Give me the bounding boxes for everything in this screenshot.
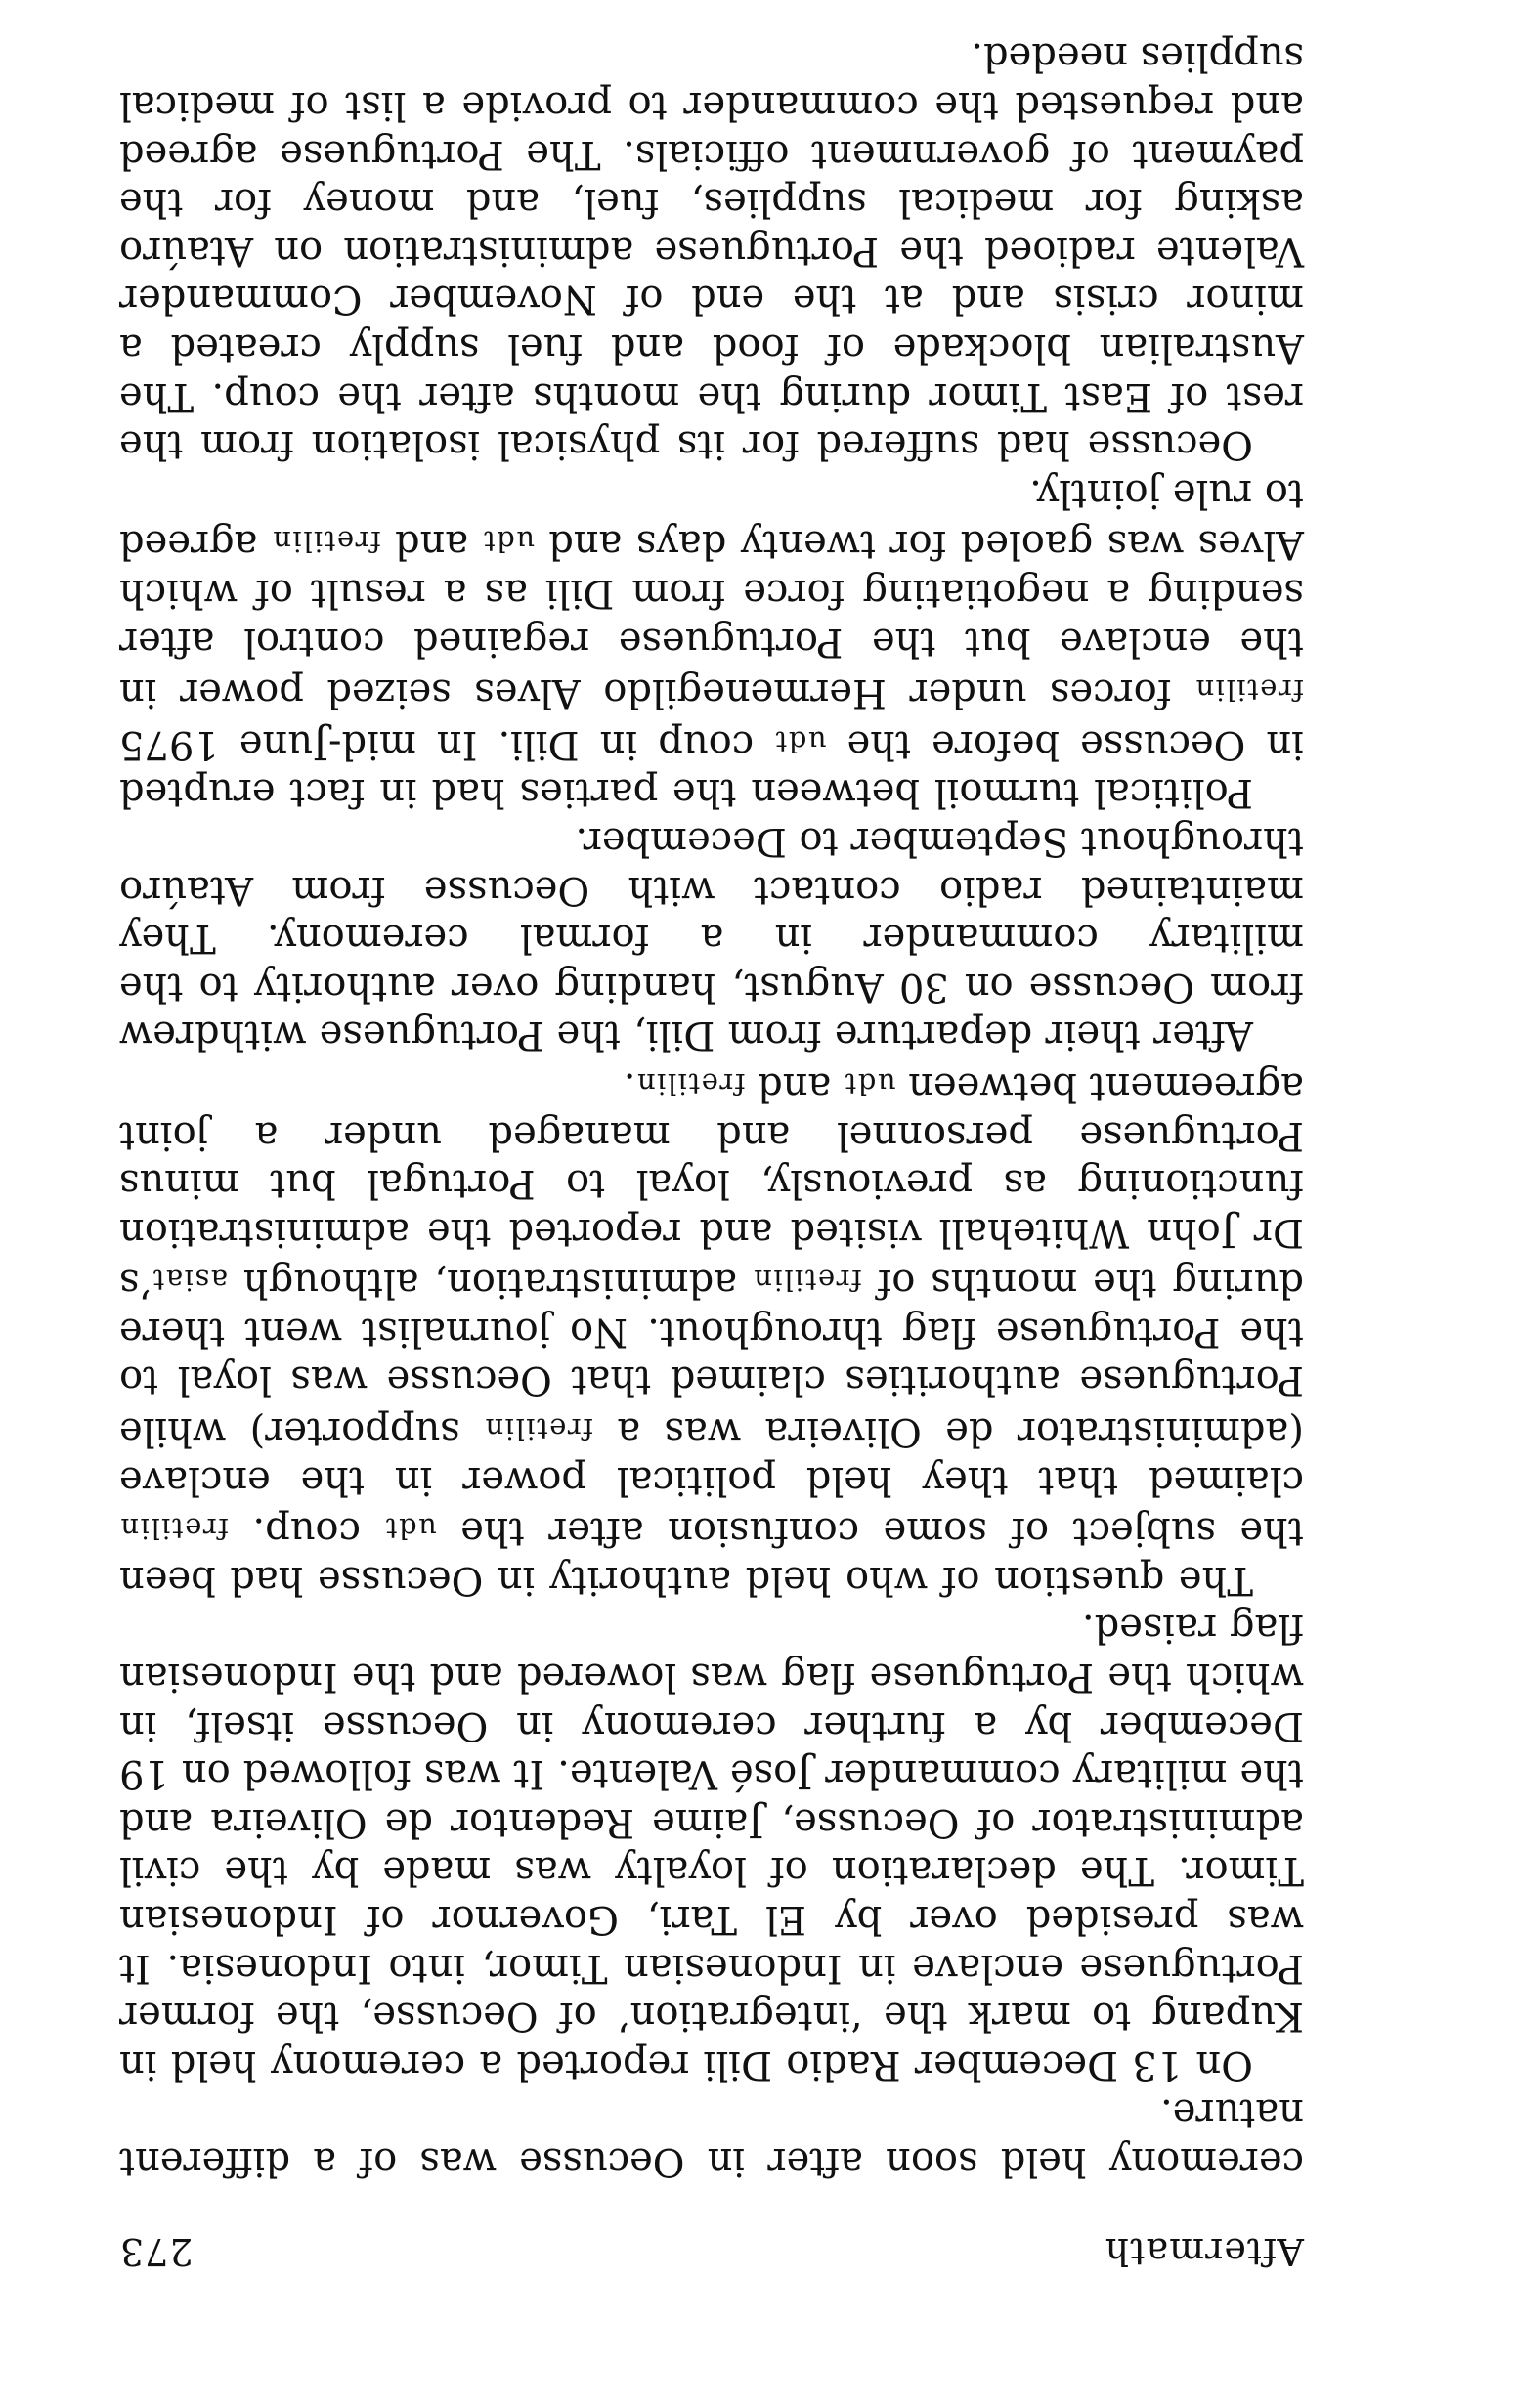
text-run: forces under Hermenegildo Alves seized power in the enclave but the Portuguese regained control after sending a negotiating force from Dili as a result of which Alves was gaoled for twenty days and [119,522,1304,716]
small-caps-term: fretilin [1194,673,1304,708]
paragraph [119,468,1304,816]
text-run: coup. [228,1509,385,1555]
text-run: supporter) while Portuguese authorities claimed that Oecusse was loyal to the Portuguese flag throughout. No journalist went there during the months of [119,1261,1304,1455]
text-run: and [745,1063,845,1109]
small-caps-term: fretilin [119,1512,229,1546]
running-head [119,2214,1304,2273]
paragraph [119,1604,1304,2088]
running-head-title: Aftermath [1104,2230,1304,2273]
small-caps-term: fretilin [271,525,381,559]
small-caps-term: udt [844,1066,896,1100]
text-run: and [380,522,483,568]
page-number: 273 [119,2230,194,2273]
text-run: . [623,1063,636,1109]
text-run: coup in Dili. In mid-June 1975 [118,721,775,767]
text-run: agreed to rule jointly. [119,470,1304,568]
small-caps-term: fretilin [484,1412,594,1446]
small-caps-term: udt [774,724,827,758]
text-run: After their departure from Dili, the Portuguese withdrew from Oecusse on 30 August, handing over authority to the military commander in a formal ceremony. They maintained radio contact with Oecusse from Ataúro throughout September to December. [119,818,1304,1058]
paragraph [119,816,1304,1058]
body-text [119,32,1304,2185]
text-run: Political turmoil between the parties had in fact erupted in Oecusse before the [119,721,1304,816]
paragraph [119,1058,1304,1604]
text-run: On 13 December Radio Dili reported a ceremony held in Kupang to mark the ‘integration’ of Oecusse, the former Portuguese enclave in Indonesian Timor, into Indonesia. It was presided over by El Tari, Governor of Indonesian Timor. The declaration of loyalty was made by the civil administrator of Oecusse, Jaime Redentor de Oliveira and the military commander José Valente. It was followed on 19 December by a further ceremony in Oecusse itself, in which the Portuguese flag was lowered and the Indonesian flag raised. [119,1606,1304,2087]
text-run: The question of who held authority in Oecusse had been the subject of some confusion after the [119,1509,1304,1603]
small-caps-term: asiat [152,1264,229,1298]
small-caps-term: fretilin [635,1066,746,1100]
text-run: ceremony held soon after in Oecusse was of a different nature. [119,2090,1304,2184]
small-caps-term: udt [482,525,535,559]
text-run: Oecusse had suffered for its physical isolation from the rest of East Timor during the months after the coup. The Australian blockade of food and fuel supply created a minor crisis and at the end of November Commander Valente radioed the Portuguese administration on Ataúro asking for medical supplies, fuel, and money for the payment of government officials. The Portuguese agreed and requested the commander to provide a list of medical supplies needed. [119,34,1304,468]
text-run: administration, although [228,1261,753,1307]
text-run: claimed that they held political power in the enclave (administrator de Oliveira was a [119,1409,1304,1503]
small-caps-term: udt [384,1512,437,1546]
text-run: ’s Dr John Whitehall visited and reported the administration functioning as previously, loyal to Portugal but minus Portuguese personnel and managed under a joint agreement between [119,1063,1304,1307]
paragraph [119,2088,1304,2185]
paragraph [119,32,1304,468]
small-caps-term: fretilin [752,1264,862,1298]
